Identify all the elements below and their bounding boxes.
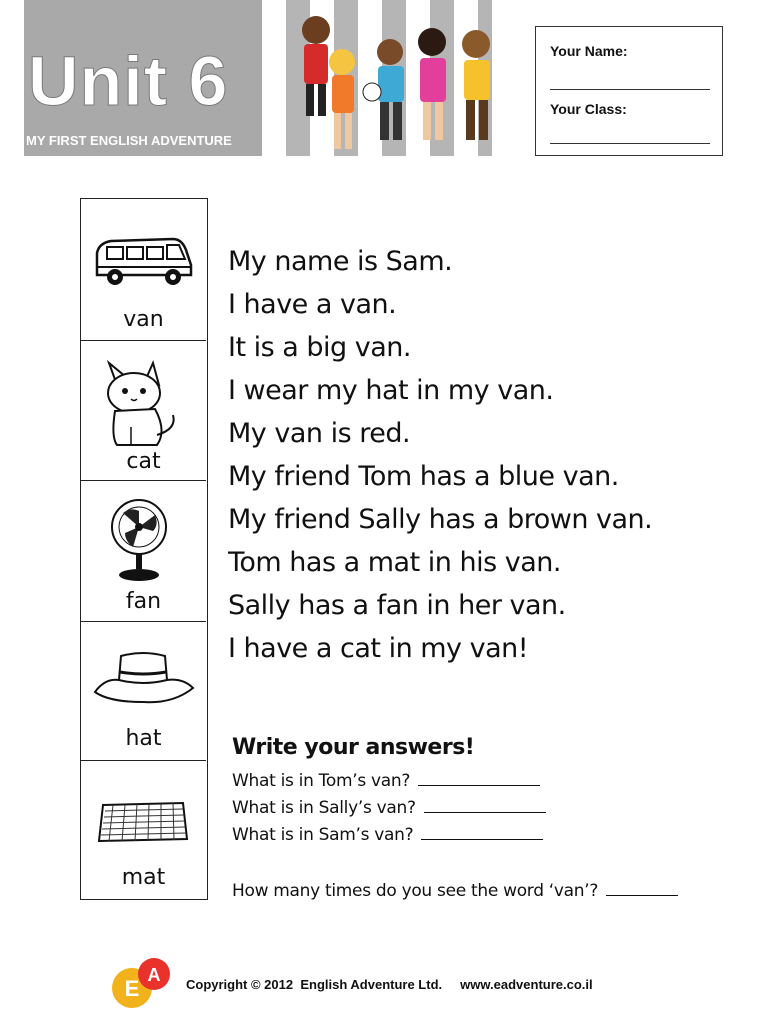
- answer-blank[interactable]: [606, 881, 678, 896]
- mat-icon: [95, 797, 191, 847]
- question-text: What is in Sally’s van?: [232, 798, 416, 818]
- word-card-hat: [81, 622, 206, 761]
- unit-banner: [24, 0, 262, 156]
- hat-icon: [93, 648, 195, 708]
- story-line: My van is red.: [228, 418, 411, 449]
- class-label: Your Class:: [550, 101, 627, 117]
- story-line: Tom has a mat in his van.: [228, 547, 561, 578]
- unit-title: Unit 6: [28, 42, 229, 120]
- questions-title: Write your answers!: [232, 735, 475, 760]
- class-line[interactable]: [550, 143, 710, 144]
- fan-icon: [109, 497, 173, 583]
- word-label: hat: [125, 726, 162, 751]
- question-text: What is in Sam’s van?: [232, 825, 414, 845]
- word-label: van: [123, 307, 164, 332]
- cat-icon: [101, 357, 181, 449]
- question-item: [232, 771, 540, 791]
- logo-letter-e: E: [124, 976, 140, 1001]
- kids-illustration: [286, 0, 492, 156]
- story-line: I wear my hat in my van.: [228, 375, 554, 406]
- story-line: It is a big van.: [228, 332, 411, 363]
- word-card-cat: [81, 341, 206, 481]
- story-line: My friend Sally has a brown van.: [228, 504, 653, 535]
- story-line: My name is Sam.: [228, 246, 453, 277]
- question-item: [232, 825, 543, 845]
- answer-blank[interactable]: [418, 771, 540, 786]
- ea-logo: [104, 952, 184, 1012]
- story-text: [228, 240, 652, 670]
- story-line: Sally has a fan in her van.: [228, 590, 566, 621]
- word-card-van: [81, 199, 206, 341]
- student-info-box: [535, 26, 723, 156]
- word-label: fan: [125, 589, 162, 614]
- name-label: Your Name:: [550, 43, 628, 59]
- word-card-mat: [81, 761, 206, 899]
- answer-blank[interactable]: [424, 798, 546, 813]
- copyright-text: Copyright © 2012 English Adventure Ltd. www.eadventure.co.il: [186, 977, 593, 992]
- word-label: cat: [126, 449, 161, 474]
- question-text: How many times do you see the word ‘van’?: [232, 881, 599, 901]
- answer-blank[interactable]: [421, 825, 543, 840]
- word-label: mat: [121, 865, 166, 890]
- question-item: [232, 798, 546, 818]
- picture-word-column: [80, 198, 208, 900]
- unit-subtitle: MY FIRST ENGLISH ADVENTURE: [26, 133, 232, 148]
- van-icon: [93, 235, 195, 287]
- name-line[interactable]: [550, 89, 710, 90]
- story-line: My friend Tom has a blue van.: [228, 461, 619, 492]
- logo-letter-a: A: [147, 965, 161, 985]
- count-question: [232, 881, 678, 901]
- story-line: I have a van.: [228, 289, 397, 320]
- question-text: What is in Tom’s van?: [232, 771, 411, 791]
- word-card-fan: [81, 481, 206, 622]
- story-line: I have a cat in my van!: [228, 633, 529, 664]
